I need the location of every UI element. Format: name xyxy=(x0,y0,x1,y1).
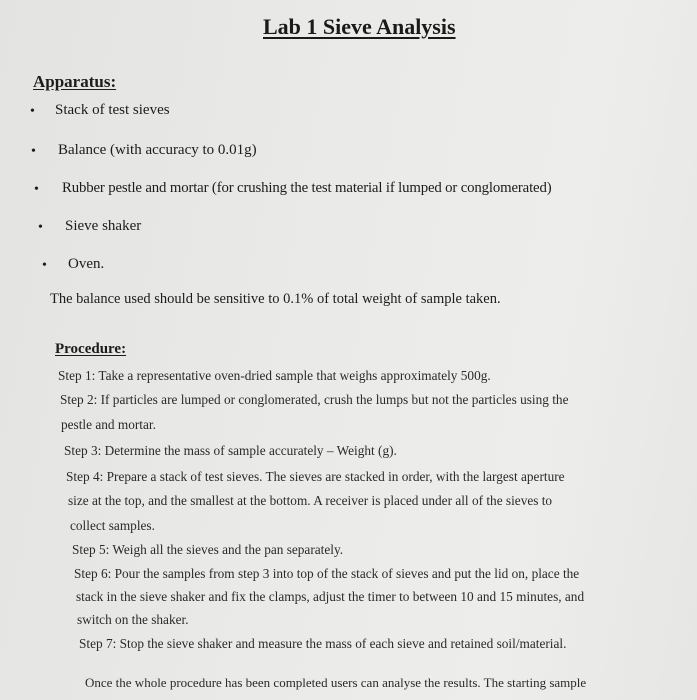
procedure-line: Step 2: If particles are lumped or conglomerated, crush the lumps but not the particles using the xyxy=(60,392,569,407)
apparatus-item: Rubber pestle and mortar (for crushing the test material if lumped or conglomerated) xyxy=(62,180,552,196)
bullet-icon: • xyxy=(30,104,35,119)
procedure-line: size at the top, and the smallest at the bottom. A receiver is placed under all of the sieves to xyxy=(68,493,553,508)
bullet-icon: • xyxy=(42,258,47,273)
procedure-heading: Procedure: xyxy=(55,341,127,357)
procedure-line: stack in the sieve shaker and fix the clamps, adjust the timer to between 10 and 15 minutes, and xyxy=(76,589,585,604)
procedure-line: Step 6: Pour the samples from step 3 into top of the stack of sieves and put the lid on, place the xyxy=(74,566,580,581)
apparatus-item: Stack of test sieves xyxy=(55,102,170,118)
procedure-line: Step 3: Determine the mass of sample accurately – Weight (g). xyxy=(64,443,397,458)
bullet-icon: • xyxy=(31,144,36,159)
closing-paragraph-line: Once the whole procedure has been completed users can analyse the results. The starting sample xyxy=(85,675,587,690)
apparatus-heading: Apparatus: xyxy=(33,72,117,91)
procedure-line: pestle and mortar. xyxy=(61,417,156,432)
bullet-icon: • xyxy=(34,182,39,197)
procedure-line: switch on the shaker. xyxy=(77,612,189,627)
procedure-line: Step 4: Prepare a stack of test sieves. The sieves are stacked in order, with the largest aperture xyxy=(66,469,565,484)
procedure-line: collect samples. xyxy=(70,518,155,533)
procedure-line: Step 5: Weigh all the sieves and the pan separately. xyxy=(72,542,344,557)
apparatus-item: Balance (with accuracy to 0.01g) xyxy=(58,142,257,158)
balance-note: The balance used should be sensitive to 0.1% of total weight of sample taken. xyxy=(50,291,501,307)
bullet-icon: • xyxy=(38,220,43,235)
procedure-line: Step 7: Stop the sieve shaker and measure the mass of each sieve and retained soil/material. xyxy=(79,636,567,651)
document-title: Lab 1 Sieve Analysis xyxy=(263,14,456,39)
apparatus-item: Sieve shaker xyxy=(65,218,142,234)
apparatus-item: Oven. xyxy=(68,256,105,272)
procedure-line: Step 1: Take a representative oven-dried sample that weighs approximately 500g. xyxy=(58,368,491,383)
